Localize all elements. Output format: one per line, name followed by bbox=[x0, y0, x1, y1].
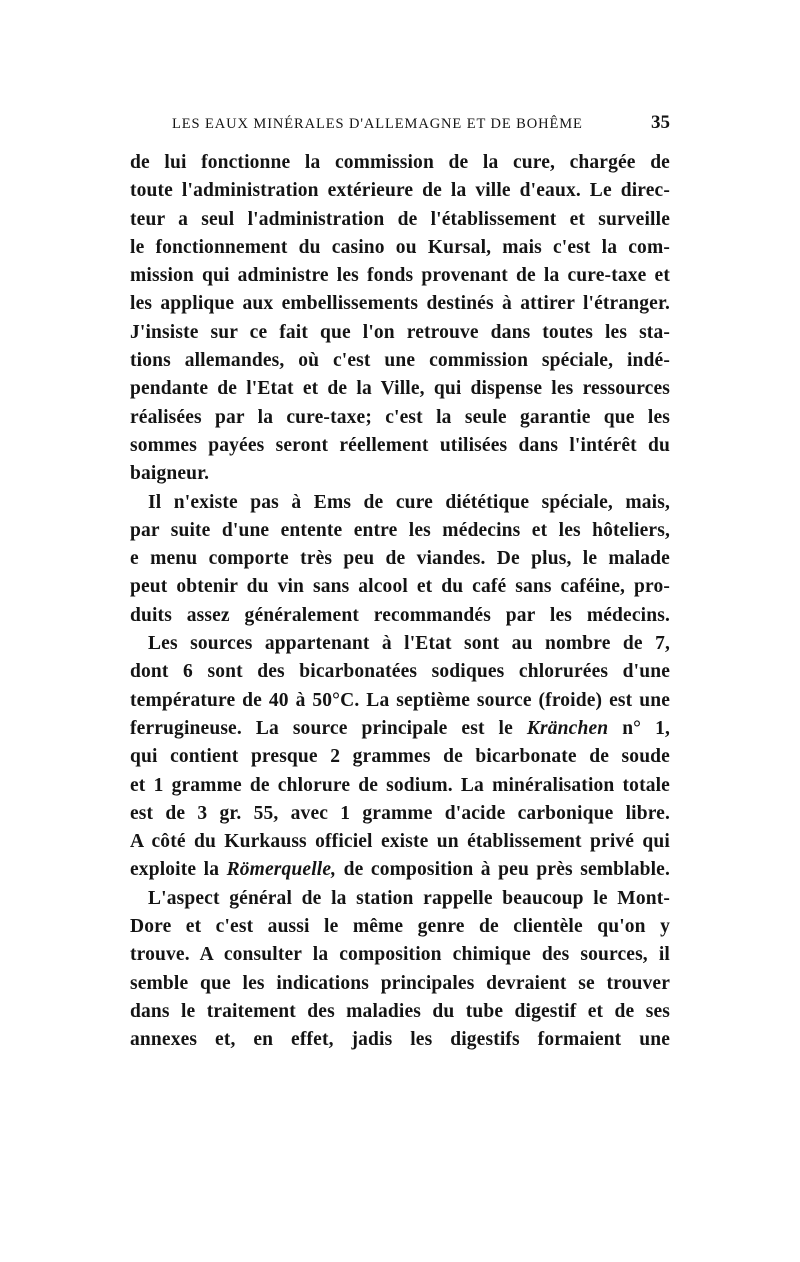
text-line: Dore et c'est aussi le même genre de clientèle qu'on y bbox=[130, 916, 670, 938]
text-segment: exploite la bbox=[130, 859, 227, 881]
text-line: le fonctionnement du casino ou Kursal, mais c'est la com- bbox=[130, 236, 670, 258]
text-line: les applique aux embellissements destinés à attirer l'étranger. bbox=[130, 293, 670, 315]
text-line: température de 40 à 50°C. La septième source (froide) est une bbox=[130, 689, 670, 711]
text-line: peut obtenir du vin sans alcool et du café sans caféine, pro- bbox=[130, 576, 670, 598]
running-head bbox=[130, 112, 670, 142]
text-line: annexes et, en effet, jadis les digestifs formaient une bbox=[130, 1029, 670, 1051]
text-line: sommes payées seront réellement utilisées dans l'intérêt du bbox=[130, 434, 670, 456]
text-line: dans le traitement des maladies du tube digestif et de ses bbox=[130, 1000, 670, 1022]
text-segment: de composition à peu près semblable. bbox=[336, 859, 671, 881]
text-segment: ferrugineuse. La source principale est le bbox=[130, 717, 527, 739]
text-line: baigneur. bbox=[130, 463, 210, 485]
text-line: duits assez généralement recommandés par les médecins. bbox=[130, 604, 670, 626]
text-line: est de 3 gr. 55, avec 1 gramme d'acide carbonique libre. bbox=[130, 802, 670, 824]
text-line: e menu comporte très peu de viandes. De plus, le malade bbox=[130, 548, 670, 570]
text-line: J'insiste sur ce fait que l'on retrouve dans toutes les sta- bbox=[130, 321, 670, 343]
italic-name: Kränchen bbox=[526, 717, 609, 739]
text-line: par suite d'une entente entre les médecins et les hôteliers, bbox=[130, 519, 670, 541]
text-line: de lui fonctionne la commission de la cure, chargée de bbox=[130, 152, 670, 173]
text-segment: n° 1, bbox=[608, 717, 671, 739]
text-line: et 1 gramme de chlorure de sodium. La minéralisation totale bbox=[130, 774, 670, 796]
running-title: LES EAUX MINÉRALES D'ALLEMAGNE ET DE BOHÊME bbox=[172, 116, 583, 132]
text-line: semble que les indications principales devraient se trouver bbox=[130, 972, 670, 994]
text-line: mission qui administre les fonds provenant de la cure-taxe et bbox=[130, 265, 670, 287]
text-line: Il n'existe pas à Ems de cure diététique spéciale, mais, bbox=[148, 491, 670, 513]
text-line: dont 6 sont des bicarbonatées sodiques chlorurées d'une bbox=[130, 661, 670, 683]
text-line bbox=[130, 715, 670, 743]
text-line: tions allemandes, où c'est une commission spéciale, indé- bbox=[130, 350, 670, 372]
text-line: Les sources appartenant à l'Etat sont au nombre de 7, bbox=[148, 633, 670, 655]
text-line: A côté du Kurkauss officiel existe un établissement privé qui bbox=[130, 831, 670, 853]
text-line: réalisées par la cure-taxe; c'est la seule garantie que les bbox=[130, 406, 670, 428]
text-line: qui contient presque 2 grammes de bicarbonate de soude bbox=[130, 746, 670, 768]
text-line bbox=[130, 856, 670, 884]
page-number: 35 bbox=[651, 112, 670, 133]
text-line: teur a seul l'administration de l'établissement et surveille bbox=[130, 208, 670, 230]
text-line: toute l'administration extérieure de la ville d'eaux. Le direc- bbox=[130, 180, 670, 202]
body-text bbox=[130, 149, 670, 1055]
text-line: trouve. A consulter la composition chimique des sources, il bbox=[130, 944, 670, 966]
text-line: pendante de l'Etat et de la Ville, qui dispense les ressources bbox=[130, 378, 670, 400]
text-line: L'aspect général de la station rappelle beaucoup le Mont- bbox=[148, 887, 670, 909]
italic-name: Römerquelle, bbox=[226, 859, 337, 881]
